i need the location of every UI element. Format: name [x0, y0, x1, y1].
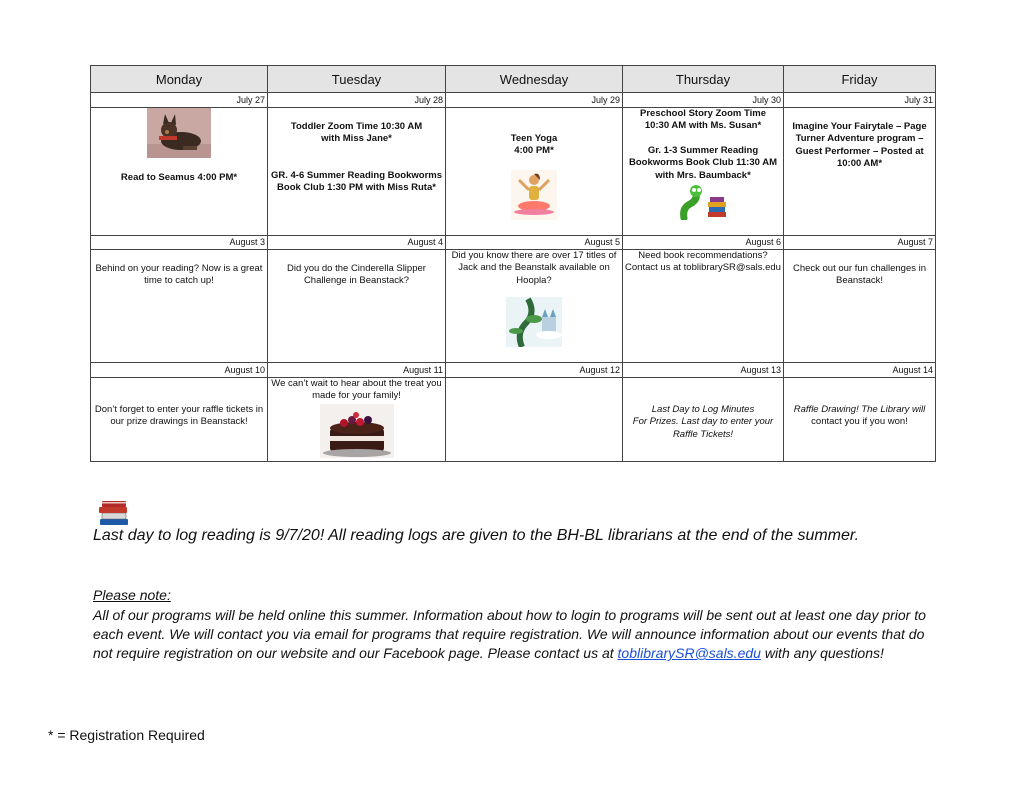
event-line	[268, 158, 445, 170]
header-monday: Monday	[91, 66, 268, 93]
event-line: Book Club 1:30 PM with Miss Ruta*	[277, 182, 436, 194]
date-cell: July 31	[784, 93, 936, 107]
event-cell-jul27	[91, 107, 268, 235]
cake-photo	[320, 404, 394, 458]
event-cell-jul31	[784, 107, 936, 235]
event-line: Raffle Drawing! The Library will	[793, 403, 926, 415]
yoga-icon	[511, 170, 557, 220]
event-cell-aug10	[91, 377, 268, 461]
event-line: Gr. 1-3 Summer Reading	[647, 144, 759, 156]
event-cell-aug5	[446, 249, 623, 363]
event-line	[623, 133, 783, 145]
registration-legend: * = Registration Required	[48, 727, 205, 743]
event-line: 4:00 PM*	[514, 145, 554, 157]
event-line: Jack and the Beanstalk available on	[458, 262, 610, 274]
event-line: Did you do the Cinderella Slipper	[287, 262, 426, 274]
note-tail: with any questions!	[760, 645, 884, 661]
header-wednesday: Wednesday	[446, 66, 623, 93]
deadline-notice: Last day to log reading is 9/7/20! All reading logs are given to the BH-BL librarians at the end of the summer.	[93, 527, 860, 544]
date-cell: July 28	[268, 93, 446, 107]
date-cell: July 29	[446, 93, 623, 107]
event-cell-aug4	[268, 249, 446, 363]
header-friday: Friday	[784, 66, 936, 93]
event-line: Contact us at toblibrarySR@sals.edu	[625, 262, 781, 274]
event-cell-jul30	[623, 107, 784, 235]
event-cell-jul29	[446, 107, 623, 235]
note-body	[93, 606, 973, 663]
bookworm-icon	[678, 184, 728, 220]
weekday-header-row	[91, 66, 936, 93]
event-line: time to catch up!	[144, 275, 214, 287]
date-cell: August 13	[623, 363, 784, 377]
event-text: Read to Seamus 4:00 PM*	[120, 171, 238, 183]
event-cell-aug3	[91, 249, 268, 363]
event-cell-aug14	[784, 377, 936, 461]
event-line: Challenge in Beanstack?	[303, 275, 410, 287]
event-line: made for your family!	[312, 390, 401, 402]
note-line: each event. We will contact you via email for programs that require registration. We will announce information about our events that do	[93, 626, 925, 642]
date-cell: August 3	[91, 235, 268, 249]
event-row-week2	[91, 249, 936, 363]
event-line: Last Day to Log Minutes	[651, 403, 755, 415]
dog-photo	[147, 108, 211, 158]
date-cell: August 4	[268, 235, 446, 249]
date-cell: August 10	[91, 363, 268, 377]
event-line: Turner Adventure program –	[795, 133, 924, 145]
event-line: Beanstack!	[836, 275, 883, 287]
event-line: Raffle Tickets!	[672, 428, 734, 440]
header-thursday: Thursday	[623, 66, 784, 93]
date-cell: August 6	[623, 235, 784, 249]
event-line: Check out our fun challenges in	[792, 262, 927, 274]
event-line	[268, 146, 445, 158]
date-row-week2	[91, 235, 936, 249]
event-line: 10:30 AM with Ms. Susan*	[644, 120, 762, 132]
event-row-week1	[91, 107, 936, 235]
event-line: Guest Performer – Posted at	[795, 145, 924, 157]
date-cell: August 11	[268, 363, 446, 377]
event-line: For Prizes. Last day to enter your	[632, 416, 774, 428]
event-line: our prize drawings in Beanstack!	[110, 416, 248, 428]
event-line: Behind on your reading? Now is a great	[95, 262, 263, 274]
date-cell: August 14	[784, 363, 936, 377]
date-cell: August 12	[446, 363, 623, 377]
calendar-table	[90, 65, 936, 462]
date-cell: August 7	[784, 235, 936, 249]
event-line: 10:00 AM*	[836, 158, 883, 170]
event-line: Need book recommendations?	[638, 249, 768, 261]
event-row-week3	[91, 377, 936, 461]
event-line: We can’t wait to hear about the treat you	[271, 377, 442, 389]
note-line: All of our programs will be held online this summer. Information about how to login to programs will be sent out at least one day prior to	[93, 607, 926, 623]
event-line: Imagine Your Fairytale – Page	[792, 120, 927, 132]
header-tuesday: Tuesday	[268, 66, 446, 93]
date-cell: August 5	[446, 235, 623, 249]
event-line: Did you know there are over 17 titles of	[451, 249, 617, 261]
note-line: not require registration on our website and our Facebook page. Please contact us at	[93, 645, 618, 661]
event-cell-aug12	[446, 377, 623, 461]
event-line: contact you if you won!	[811, 416, 908, 428]
event-line: Teen Yoga	[510, 132, 558, 144]
event-cell-aug11	[268, 377, 446, 461]
event-cell-jul28	[268, 107, 446, 235]
date-cell: July 30	[623, 93, 784, 107]
date-row-week1	[91, 93, 936, 107]
event-line: Bookworms Book Club 11:30 AM	[629, 157, 777, 169]
event-line: Toddler Zoom Time 10:30 AM	[290, 120, 423, 132]
event-line: Preschool Story Zoom Time	[640, 107, 766, 119]
event-cell-aug7	[784, 249, 936, 363]
event-cell-aug6	[623, 249, 784, 363]
event-line: Hoopla?	[516, 274, 552, 286]
event-line: Don’t forget to enter your raffle tickets in	[94, 403, 264, 415]
date-cell: July 27	[91, 93, 268, 107]
date-row-week3	[91, 363, 936, 377]
email-link[interactable]: toblibrarySR@sals.edu	[617, 645, 761, 661]
beanstalk-illustration	[506, 297, 562, 347]
event-line: GR. 4-6 Summer Reading Bookworms	[270, 169, 443, 181]
event-line: with Miss Jane*	[321, 133, 392, 145]
event-line: with Mrs. Baumback*	[655, 169, 751, 181]
books-stack-icon	[98, 498, 130, 526]
event-cell-aug13	[623, 377, 784, 461]
note-heading: Please note:	[93, 587, 171, 603]
